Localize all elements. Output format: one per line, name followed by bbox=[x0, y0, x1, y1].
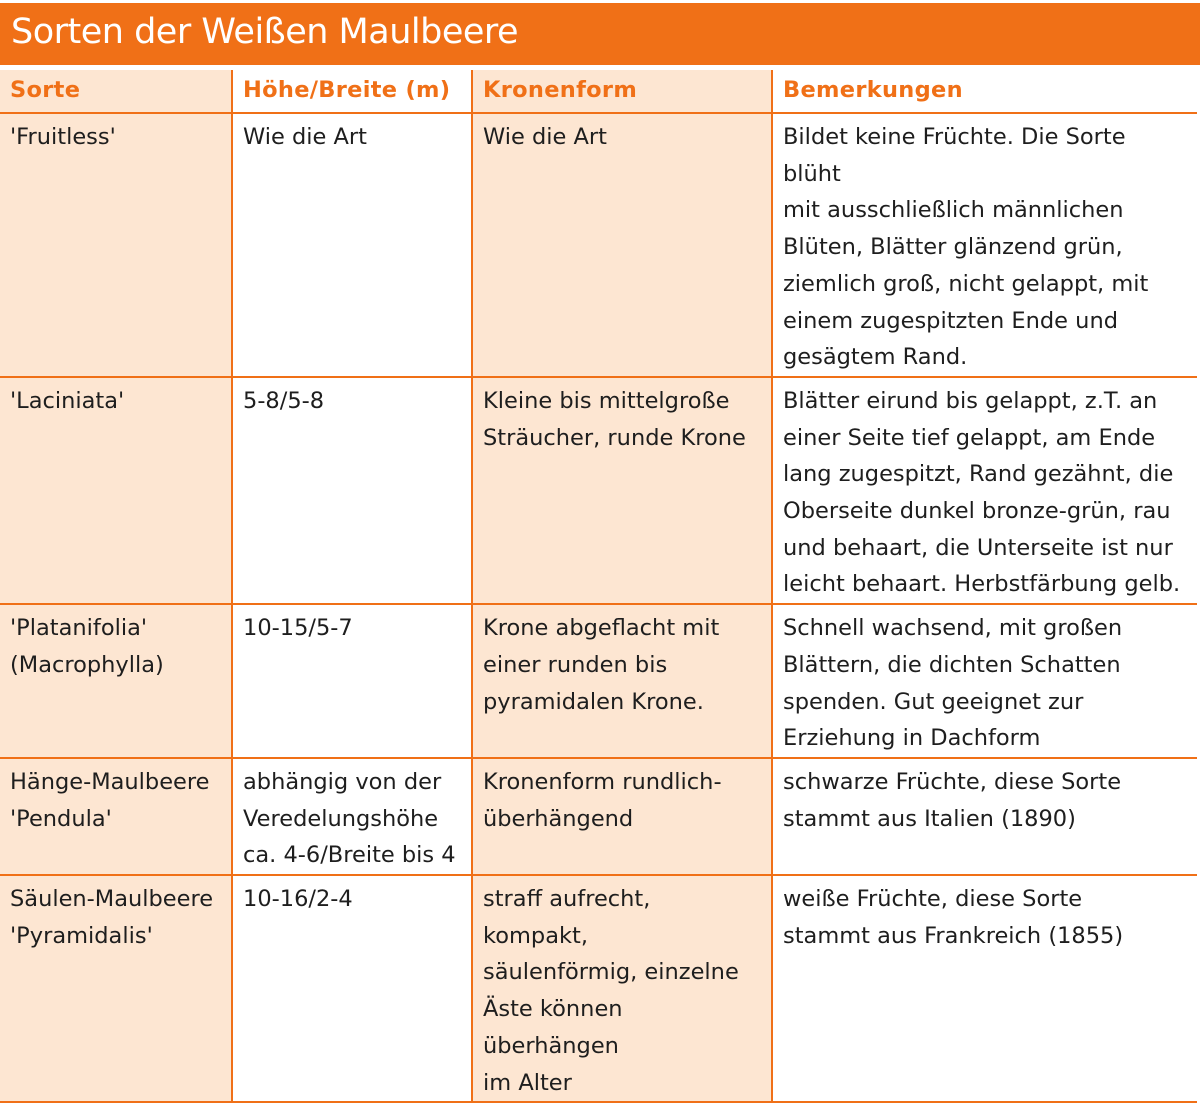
cell-line: stammt aus Frankreich (1855) bbox=[783, 922, 1124, 949]
cell-line: 'Laciniata' bbox=[10, 387, 125, 414]
header-kronenform: Kronenform bbox=[472, 70, 772, 113]
cell-line: abhängig von der bbox=[243, 768, 442, 795]
cell-line: Wie die Art bbox=[243, 124, 367, 150]
header-bemerkungen: Bemerkungen bbox=[772, 70, 1197, 113]
cell-line: Äste können überhängen bbox=[483, 996, 623, 1059]
table-title: Sorten der Weißen Maulbeere bbox=[11, 12, 519, 52]
cell-hoehe-breite bbox=[232, 113, 472, 377]
cell-hoehe-breite bbox=[232, 758, 472, 875]
cell-bemerkungen bbox=[772, 604, 1197, 758]
cell-line: ca. 4-6/Breite bis 4 bbox=[243, 842, 456, 869]
table-row bbox=[0, 758, 1197, 875]
cell-line: leicht behaart. Herbstfärbung gelb. bbox=[783, 571, 1181, 598]
cell-sorte bbox=[0, 377, 232, 604]
cell-line: Schnell wachsend, mit großen bbox=[783, 615, 1123, 642]
cell-sorte bbox=[0, 758, 232, 875]
cell-line: überhängend bbox=[483, 805, 634, 832]
cell-line: Bildet keine Früchte. Die Sorte blüht bbox=[783, 124, 1126, 187]
cell-line: Kleine bis mittelgroße bbox=[483, 387, 730, 414]
cell-line: Erziehung in Dachform bbox=[783, 725, 1041, 752]
cell-line: Hänge-Maulbeere bbox=[10, 768, 210, 795]
cell-line: Wie die Art bbox=[483, 124, 607, 150]
title-bar bbox=[0, 3, 1200, 65]
cell-line: Blätter eirund bis gelappt, z.T. an bbox=[783, 387, 1158, 414]
cell-line: einer Seite tief gelappt, am Ende bbox=[783, 424, 1156, 451]
cell-sorte bbox=[0, 113, 232, 377]
cell-kronenform bbox=[472, 377, 772, 604]
cell-line: Oberseite dunkel bronze-grün, rau bbox=[783, 498, 1171, 525]
cell-line: weiße Früchte, diese Sorte bbox=[783, 886, 1083, 913]
header-row bbox=[0, 70, 1197, 113]
cell-bemerkungen bbox=[772, 113, 1197, 377]
table-row bbox=[0, 377, 1197, 604]
cell-line: Kronenform rundlich- bbox=[483, 768, 722, 795]
cell-hoehe-breite bbox=[232, 377, 472, 604]
cell-sorte bbox=[0, 875, 232, 1102]
cell-line: 10-16/2-4 bbox=[243, 886, 353, 913]
varieties-table bbox=[0, 70, 1197, 1103]
header-sorte: Sorte bbox=[0, 70, 232, 113]
cell-line: mit ausschließlich männlichen bbox=[783, 197, 1124, 224]
cell-line: pyramidalen Krone. bbox=[483, 688, 704, 715]
cell-line: Blüten, Blätter glänzend grün, bbox=[783, 234, 1123, 261]
cell-line: einer runden bis bbox=[483, 651, 668, 678]
cell-line: Blättern, die dichten Schatten bbox=[783, 651, 1121, 678]
cell-line: 'Pyramidalis' bbox=[10, 922, 153, 949]
cell-line: 'Pendula' bbox=[10, 805, 112, 832]
table-body bbox=[0, 113, 1197, 1102]
cell-sorte bbox=[0, 604, 232, 758]
cell-line: einem zugespitzten Ende und bbox=[783, 307, 1118, 334]
cell-line: stammt aus Italien (1890) bbox=[783, 805, 1076, 832]
cell-line: 'Fruitless' bbox=[10, 124, 116, 150]
cell-line: lang zugespitzt, Rand gezähnt, die bbox=[783, 461, 1174, 488]
cell-kronenform bbox=[472, 604, 772, 758]
cell-bemerkungen bbox=[772, 758, 1197, 875]
cell-line: 5-8/5-8 bbox=[243, 387, 325, 414]
cell-line: 10-15/5-7 bbox=[243, 615, 353, 642]
table-row bbox=[0, 604, 1197, 758]
table-row bbox=[0, 875, 1197, 1102]
cell-bemerkungen bbox=[772, 377, 1197, 604]
cell-kronenform bbox=[472, 875, 772, 1102]
cell-line: ziemlich groß, nicht gelappt, mit bbox=[783, 270, 1149, 297]
cell-kronenform bbox=[472, 758, 772, 875]
cell-line: spenden. Gut geeignet zur bbox=[783, 688, 1084, 715]
cell-line: schwarze Früchte, diese Sorte bbox=[783, 768, 1122, 795]
cell-hoehe-breite bbox=[232, 604, 472, 758]
table-row bbox=[0, 113, 1197, 377]
cell-line: Krone abgeflacht mit bbox=[483, 615, 720, 642]
cell-line: 'Platanifolia' bbox=[10, 615, 148, 642]
cell-line: straff aufrecht, kompakt, bbox=[483, 886, 651, 949]
cell-line: Veredelungshöhe bbox=[243, 805, 439, 832]
cell-line: gesägtem Rand. bbox=[783, 344, 968, 371]
cell-line: und behaart, die Unterseite ist nur bbox=[783, 534, 1173, 561]
cell-bemerkungen bbox=[772, 875, 1197, 1102]
cell-line: Sträucher, runde Krone bbox=[483, 424, 746, 451]
cell-kronenform bbox=[472, 113, 772, 377]
cell-line: Säulen-Maulbeere bbox=[10, 886, 214, 913]
cell-line: säulenförmig, einzelne bbox=[483, 959, 739, 986]
cell-hoehe-breite bbox=[232, 875, 472, 1102]
cell-line: im Alter bbox=[483, 1069, 572, 1096]
cell-line: (Macrophylla) bbox=[10, 651, 164, 678]
header-hoehe-breite: Höhe/Breite (m) bbox=[232, 70, 472, 113]
